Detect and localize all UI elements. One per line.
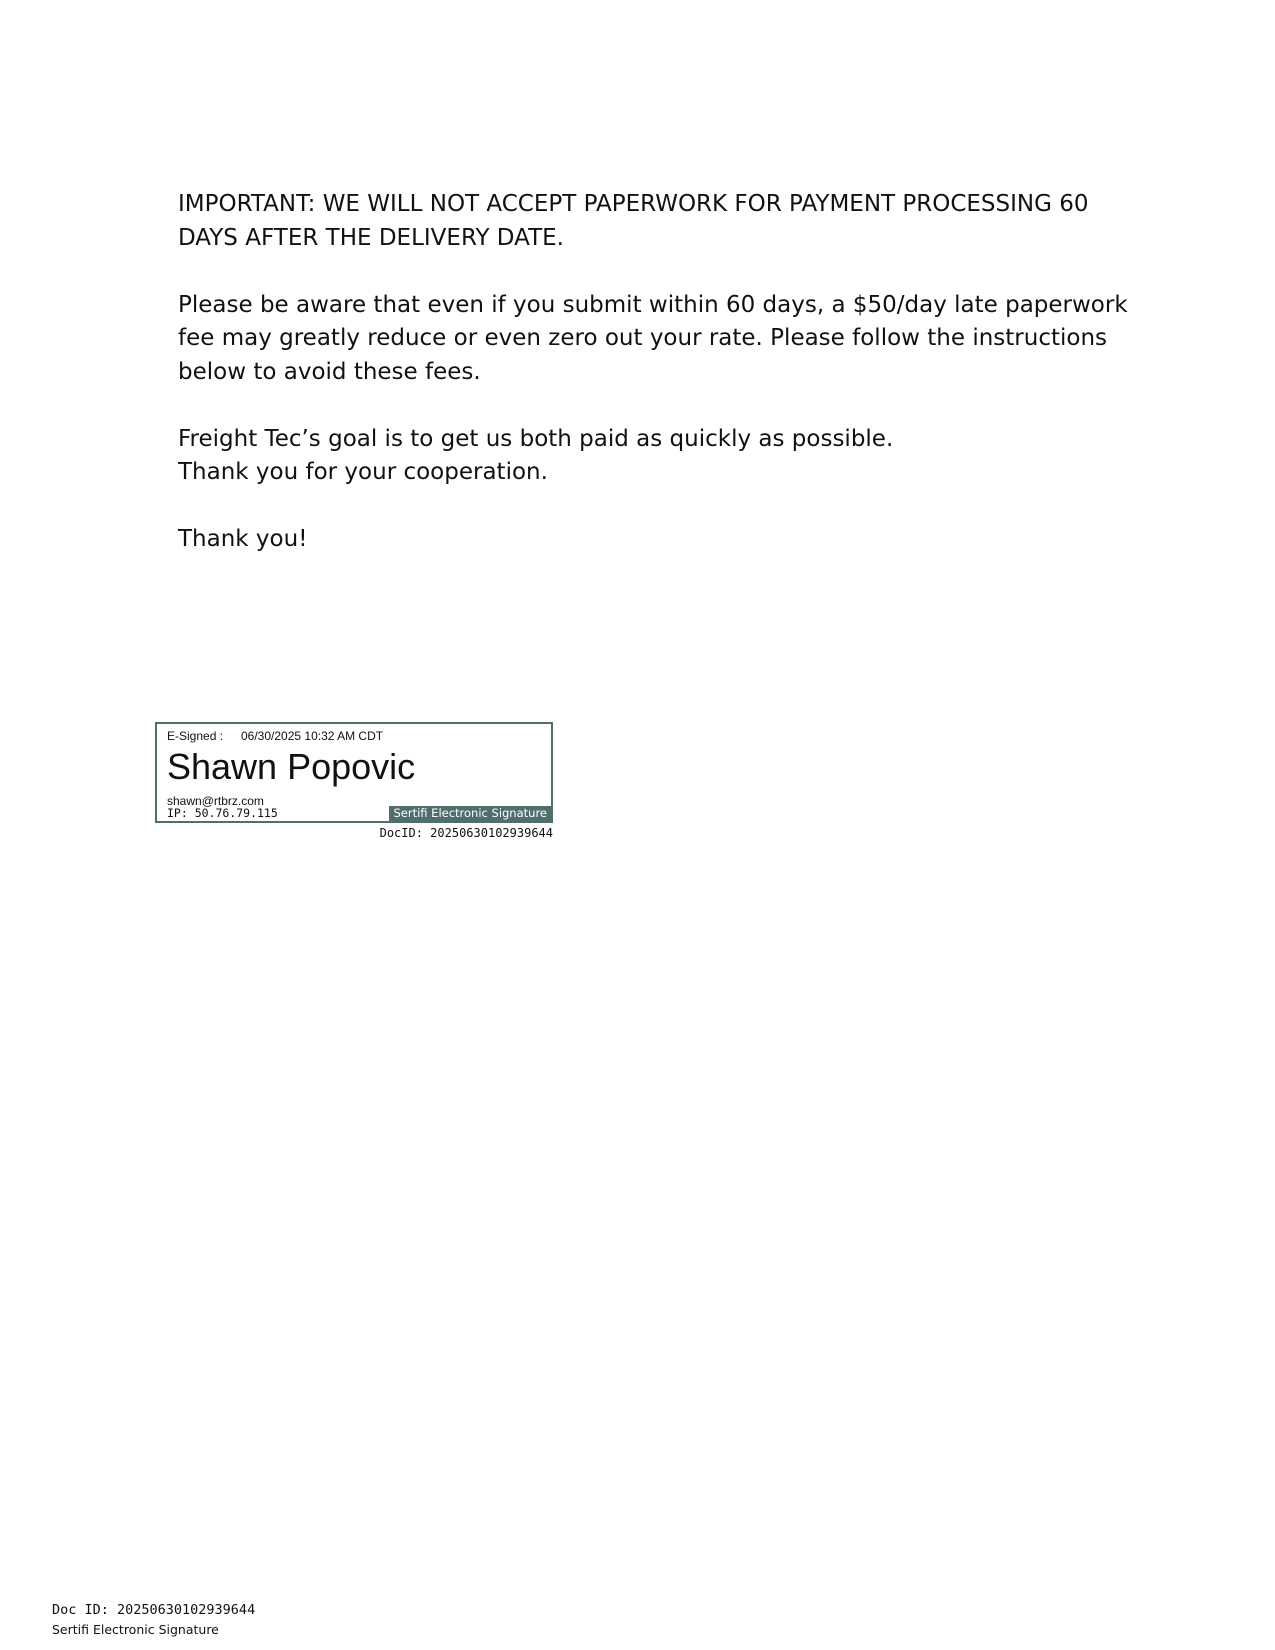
e-signature-box — [155, 722, 553, 823]
closing-paragraph — [178, 523, 1118, 557]
text-line: Please be aware that even if you submit within 60 days, a $50/day late paperwork — [178, 291, 1128, 318]
text-line: DAYS AFTER THE DELIVERY DATE. — [178, 224, 564, 251]
esigned-datetime: 06/30/2025 10:32 AM CDT — [241, 729, 384, 743]
signature-brand-badge: Sertifi Electronic Signature — [389, 806, 551, 821]
text-line: Thank you! — [178, 526, 308, 552]
footer-doc-id: Doc ID: 20250630102939644 — [52, 1602, 256, 1618]
text-line: Freight Tec’s goal is to get us both paid as quickly as possible. — [178, 425, 894, 452]
footer-brand: Sertifi Electronic Signature — [52, 1622, 219, 1637]
goal-paragraph — [178, 423, 1118, 490]
signature-doc-id: DocID: 20250630102939644 — [379, 826, 553, 840]
esigned-label: E-Signed : — [167, 729, 224, 743]
letter-body — [178, 188, 1128, 590]
fee-paragraph — [178, 289, 1128, 390]
signer-email: shawn@rtbrz.com — [167, 794, 264, 808]
text-line: fee may greatly reduce or even zero out your rate. Please follow the instructions — [178, 325, 1108, 351]
esigned-row — [167, 729, 383, 743]
text-line: IMPORTANT: WE WILL NOT ACCEPT PAPERWORK FOR PAYMENT PROCESSING 60 — [178, 191, 1089, 217]
signer-ip: IP: 50.76.79.115 — [167, 806, 278, 820]
signer-name: Shawn Popovic — [167, 746, 416, 787]
notice-paragraph — [178, 188, 1118, 255]
text-line: below to avoid these fees. — [178, 358, 481, 385]
text-line: Thank you for your cooperation. — [178, 459, 548, 485]
